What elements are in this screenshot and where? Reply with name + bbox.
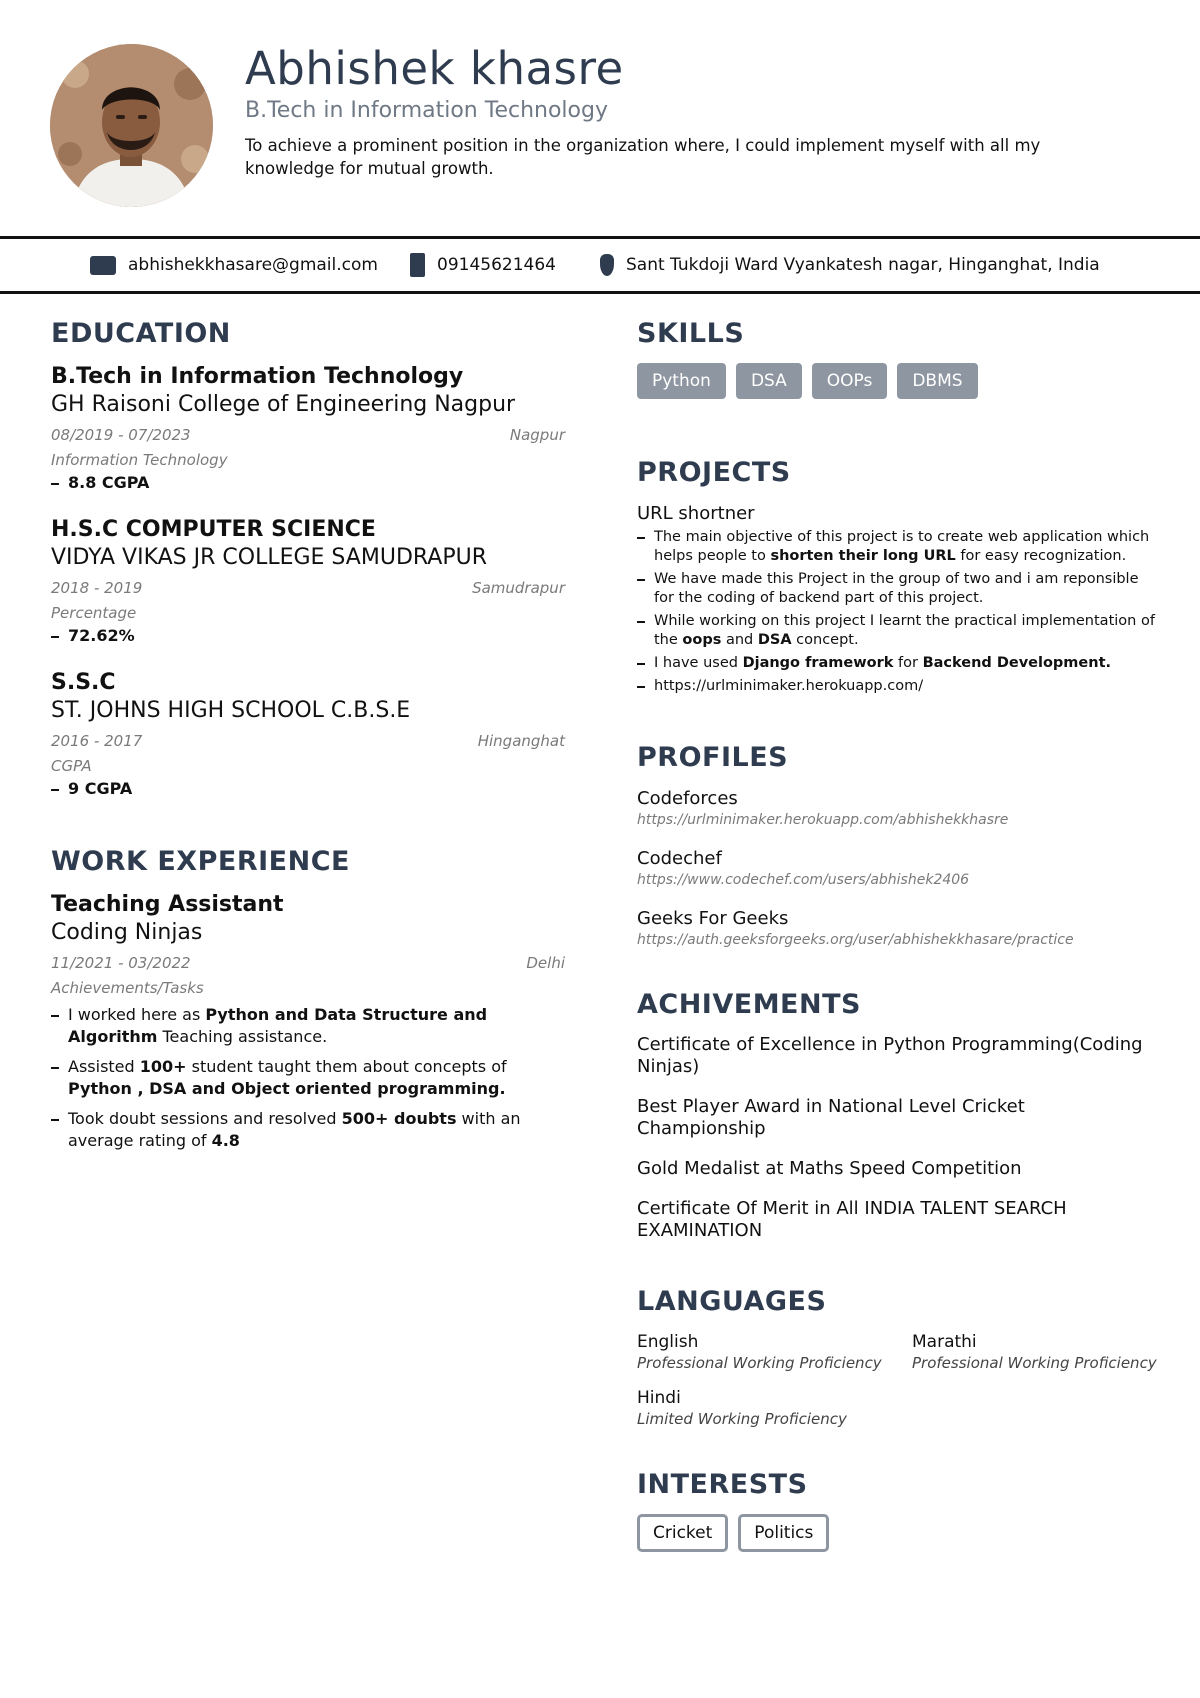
contact-email[interactable] xyxy=(90,239,378,291)
resume-header xyxy=(0,0,1200,236)
degree-title: H.S.C COMPUTER SCIENCE xyxy=(51,517,376,542)
profiles-heading: PROFILES xyxy=(637,742,789,773)
list-item[interactable] xyxy=(637,677,1157,696)
list-item xyxy=(637,654,1157,673)
work-meta xyxy=(51,953,565,973)
candidate-name: Abhishek khasre xyxy=(245,42,624,95)
bullet-text: and xyxy=(721,632,758,648)
profile-entry xyxy=(637,787,1157,829)
education-meta xyxy=(51,578,565,598)
list-item xyxy=(51,1004,565,1048)
bullet-bold-text: DSA xyxy=(757,632,792,648)
profile-name: Codeforces xyxy=(637,788,738,809)
bullet-bold-text: Python , DSA and Object oriented programming. xyxy=(68,1079,506,1098)
dash-bullet-icon xyxy=(51,472,62,494)
skills-list xyxy=(637,363,1157,399)
interests-heading: INTERESTS xyxy=(637,1469,808,1500)
candidate-subtitle: B.Tech in Information Technology xyxy=(245,98,608,123)
profiles-section xyxy=(637,742,1157,949)
grade-label: Percentage xyxy=(51,604,137,622)
skill-tag: DBMS xyxy=(897,363,977,399)
profile-link[interactable]: https://auth.geeksforgeeks.org/user/abhishekkhasare/practice xyxy=(637,932,1074,948)
right-column xyxy=(637,318,1157,1588)
list-item xyxy=(51,1056,565,1100)
achievement-item: Certificate of Excellence in Python Programming(Coding Ninjas) xyxy=(637,1034,1143,1077)
grade-label: CGPA xyxy=(51,757,92,775)
education-heading: EDUCATION xyxy=(51,318,231,349)
mail-icon xyxy=(90,256,116,275)
skills-section xyxy=(637,318,1157,399)
achievement-item: Certificate Of Merit in All INDIA TALENT SEARCH EXAMINATION xyxy=(637,1198,1067,1241)
language-name: English xyxy=(637,1332,699,1352)
language-level: Professional Working Proficiency xyxy=(637,1354,882,1372)
education-meta xyxy=(51,731,565,751)
bullet-text: Took doubt sessions and resolved xyxy=(68,1109,342,1128)
projects-heading: PROJECTS xyxy=(637,457,791,488)
school-name: VIDYA VIKAS JR COLLEGE SAMUDRAPUR xyxy=(51,545,487,570)
achievements-section xyxy=(637,989,1157,1242)
bullet-bold-text: 500+ doubts xyxy=(341,1109,457,1128)
profile-name: Geeks For Geeks xyxy=(637,908,789,929)
company-name: Coding Ninjas xyxy=(51,920,203,945)
language-level: Limited Working Proficiency xyxy=(637,1410,847,1428)
education-dates: 08/2019 - 07/2023 xyxy=(51,426,191,444)
grade-value xyxy=(51,625,565,647)
list-item xyxy=(637,570,1157,608)
bullet-bold-text: oops xyxy=(682,632,722,648)
location-pin-icon xyxy=(600,254,614,276)
school-name: GH Raisoni College of Engineering Nagpur xyxy=(51,392,516,417)
language-name: Hindi xyxy=(637,1388,681,1408)
profile-link[interactable]: https://www.codechef.com/users/abhishek2406 xyxy=(637,872,970,888)
interest-tag: Politics xyxy=(738,1514,829,1552)
bullet-text: While working on this project I learnt the practical implementation of the xyxy=(654,613,1155,648)
skill-tag: OOPs xyxy=(812,363,888,399)
grade-value xyxy=(51,472,565,494)
email-text[interactable]: abhishekkhasare@gmail.com xyxy=(128,255,378,275)
language-entry xyxy=(637,1387,912,1429)
profile-entry xyxy=(637,847,1157,889)
language-entry xyxy=(637,1331,912,1373)
education-meta xyxy=(51,425,565,445)
bullet-bold-text: 4.8 xyxy=(211,1131,240,1150)
dash-bullet-icon xyxy=(51,778,62,800)
languages-heading: LANGUAGES xyxy=(637,1286,827,1317)
grade-text: 72.62% xyxy=(68,626,135,645)
bullet-bold-text: Python and Data Structure and Algorithm xyxy=(68,1005,488,1046)
bullet-text: concept. xyxy=(791,632,859,648)
education-entry xyxy=(51,669,565,800)
bullet-text: with an average rating of xyxy=(68,1109,521,1150)
interest-tag: Cricket xyxy=(637,1514,728,1552)
address-text: Sant Tukdoji Ward Vyankatesh nagar, Hinganghat, India xyxy=(626,255,1100,275)
education-location: Hinganghat xyxy=(477,732,565,750)
skill-tag: DSA xyxy=(736,363,802,399)
project-bullets xyxy=(637,528,1157,696)
interests-list xyxy=(637,1514,1157,1552)
education-dates: 2018 - 2019 xyxy=(51,579,143,597)
bullet-text: I worked here as xyxy=(68,1005,206,1024)
phone-icon xyxy=(410,253,425,277)
left-column xyxy=(51,318,565,1160)
bullet-text: for xyxy=(893,655,923,671)
contact-address xyxy=(600,239,1100,291)
bullet-text: Teaching assistance. xyxy=(157,1027,328,1046)
projects-section xyxy=(637,457,1157,696)
project-name: URL shortner xyxy=(637,503,755,524)
contact-bar xyxy=(0,236,1200,294)
tasks-label: Achievements/Tasks xyxy=(51,979,204,997)
languages-section xyxy=(637,1286,1157,1429)
job-title: Teaching Assistant xyxy=(51,892,284,917)
project-link[interactable]: https://urlminimaker.herokuapp.com/ xyxy=(654,678,924,694)
achievements-heading: ACHIVEMENTS xyxy=(637,989,861,1020)
degree-title: S.S.C xyxy=(51,670,116,695)
list-item xyxy=(51,1108,565,1152)
work-dates: 11/2021 - 03/2022 xyxy=(51,954,191,972)
bullet-text: We have made this Project in the group of two and i am reponsible for the coding of backend part of this project. xyxy=(654,571,1139,606)
education-location: Nagpur xyxy=(509,426,565,444)
school-name: ST. JOHNS HIGH SCHOOL C.B.S.E xyxy=(51,698,411,723)
career-objective: To achieve a prominent position in the organization where, I could implement myself with all my knowledge for mutual growth. xyxy=(245,136,1041,178)
list-item xyxy=(637,612,1157,650)
skills-heading: SKILLS xyxy=(637,318,745,349)
grade-text: 9 CGPA xyxy=(68,779,133,798)
profile-photo-avatar xyxy=(50,44,213,207)
achievement-item: Gold Medalist at Maths Speed Competition xyxy=(637,1158,1022,1179)
languages-grid xyxy=(637,1331,1157,1429)
bullet-text: student taught them about concepts of xyxy=(186,1057,507,1076)
language-name: Marathi xyxy=(912,1332,977,1352)
grade-text: 8.8 CGPA xyxy=(68,473,150,492)
achievement-item: Best Player Award in National Level Cricket Championship xyxy=(637,1096,1025,1139)
bullet-bold-text: shorten their long URL xyxy=(770,548,956,564)
bullet-bold-text: 100+ xyxy=(139,1057,187,1076)
education-dates: 2016 - 2017 xyxy=(51,732,143,750)
grade-label: Information Technology xyxy=(51,451,228,469)
profile-name: Codechef xyxy=(637,848,722,869)
education-location: Samudrapur xyxy=(472,579,565,597)
bullet-bold-text: Django framework xyxy=(742,655,894,671)
phone-text[interactable]: 09145621464 xyxy=(437,255,556,275)
degree-title: B.Tech in Information Technology xyxy=(51,364,464,389)
bullet-text: The main objective of this project is to create web application which helps people to xyxy=(654,529,1150,564)
profile-entry xyxy=(637,907,1157,949)
work-experience-heading: WORK EXPERIENCE xyxy=(51,846,350,877)
language-level: Professional Working Proficiency xyxy=(912,1354,1157,1372)
bullet-text: Assisted xyxy=(68,1057,140,1076)
interests-section xyxy=(637,1469,1157,1552)
dash-bullet-icon xyxy=(51,625,62,647)
grade-value xyxy=(51,778,565,800)
person-portrait-icon xyxy=(50,44,213,207)
education-entry xyxy=(51,363,565,494)
bullet-text: I have used xyxy=(654,655,743,671)
language-entry xyxy=(912,1331,1162,1373)
bullet-bold-text: Backend Development. xyxy=(922,655,1112,671)
list-item xyxy=(637,528,1157,566)
contact-phone[interactable] xyxy=(410,239,556,291)
work-bullets xyxy=(51,1004,565,1152)
work-location: Delhi xyxy=(526,954,565,972)
profile-link[interactable]: https://urlminimaker.herokuapp.com/abhishekkhasre xyxy=(637,812,1009,828)
education-entry xyxy=(51,516,565,647)
skill-tag: Python xyxy=(637,363,726,399)
bullet-text: for easy recognization. xyxy=(955,548,1127,564)
